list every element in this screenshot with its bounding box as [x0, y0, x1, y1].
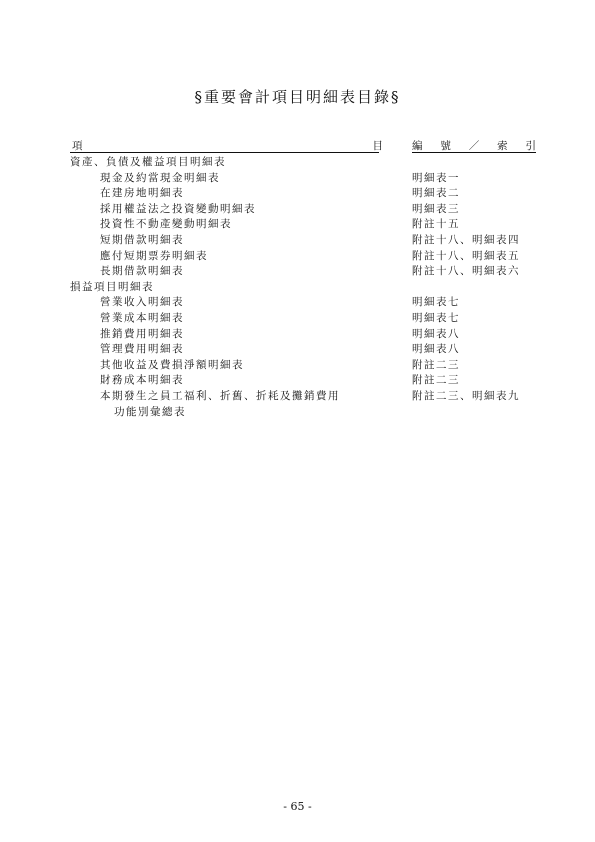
- row-ref: 附註二三: [412, 374, 460, 387]
- table-header: [70, 138, 540, 154]
- table-row-continuation: [70, 405, 540, 421]
- table-row: [70, 217, 540, 233]
- row-item: 推銷費用明細表: [100, 327, 184, 340]
- row-ref: 明細表三: [412, 202, 460, 215]
- header-ref-part: 編: [412, 140, 423, 152]
- row-item: 功能別彙總表: [114, 405, 186, 418]
- row-ref: 明細表八: [412, 343, 460, 356]
- row-item: 應付短期票券明細表: [100, 249, 208, 262]
- row-item: 投資性不動產變動明細表: [100, 218, 232, 231]
- table-row: [70, 264, 540, 280]
- table-row: [70, 342, 540, 358]
- header-ref-column: [412, 138, 536, 153]
- table-row: [70, 373, 540, 389]
- row-ref: 明細表七: [412, 296, 460, 309]
- index-table: [70, 155, 540, 420]
- table-row: [70, 186, 540, 202]
- row-item: 現金及約當現金明細表: [100, 171, 220, 184]
- header-ref-part: 索: [497, 140, 508, 152]
- row-item: 在建房地明細表: [100, 187, 184, 200]
- row-ref: 明細表八: [412, 327, 460, 340]
- row-item: 財務成本明細表: [100, 374, 184, 387]
- row-item: 管理費用明細表: [100, 343, 184, 356]
- page-title: §重要會計項目明細表目錄§: [194, 88, 401, 106]
- table-row: [70, 171, 540, 187]
- row-ref: 明細表二: [412, 187, 460, 200]
- table-row: [70, 311, 540, 327]
- header-item-label: 項: [72, 140, 83, 152]
- section-heading: 資產、負債及權益項目明細表: [70, 156, 226, 168]
- row-item: 營業成本明細表: [100, 311, 184, 324]
- row-item: 長期借款明細表: [100, 265, 184, 278]
- table-row: [70, 389, 540, 405]
- table-row: [70, 202, 540, 218]
- row-ref: 附註二三、明細表九: [412, 389, 520, 402]
- header-item-end-label: 目: [372, 140, 383, 152]
- row-ref: 附註十五: [412, 218, 460, 231]
- header-ref-part: 號: [440, 140, 451, 152]
- row-ref: 附註二三: [412, 358, 460, 371]
- table-row: [70, 295, 540, 311]
- row-ref: 附註十八、明細表五: [412, 249, 520, 262]
- row-item: 本期發生之員工福利、折舊、折耗及攤銷費用: [100, 389, 340, 402]
- row-item: 採用權益法之投資變動明細表: [100, 202, 256, 215]
- table-row: [70, 358, 540, 374]
- row-item: 營業收入明細表: [100, 296, 184, 309]
- row-ref: 明細表一: [412, 171, 460, 184]
- section-row: [70, 155, 540, 171]
- header-ref-part: ／: [468, 140, 480, 152]
- row-ref: 附註十八、明細表六: [412, 265, 520, 278]
- row-item: 其他收益及費損淨額明細表: [100, 358, 244, 371]
- row-ref: 附註十八、明細表四: [412, 233, 520, 246]
- section-row: [70, 280, 540, 296]
- header-item-column: [70, 138, 383, 153]
- header-ref-part: 引: [525, 140, 536, 152]
- row-item: 短期借款明細表: [100, 233, 184, 246]
- table-row: [70, 327, 540, 343]
- section-heading: 損益項目明細表: [70, 280, 154, 293]
- table-row: [70, 233, 540, 249]
- table-row: [70, 249, 540, 265]
- row-ref: 明細表七: [412, 311, 460, 324]
- page-number: - 65 -: [283, 800, 312, 813]
